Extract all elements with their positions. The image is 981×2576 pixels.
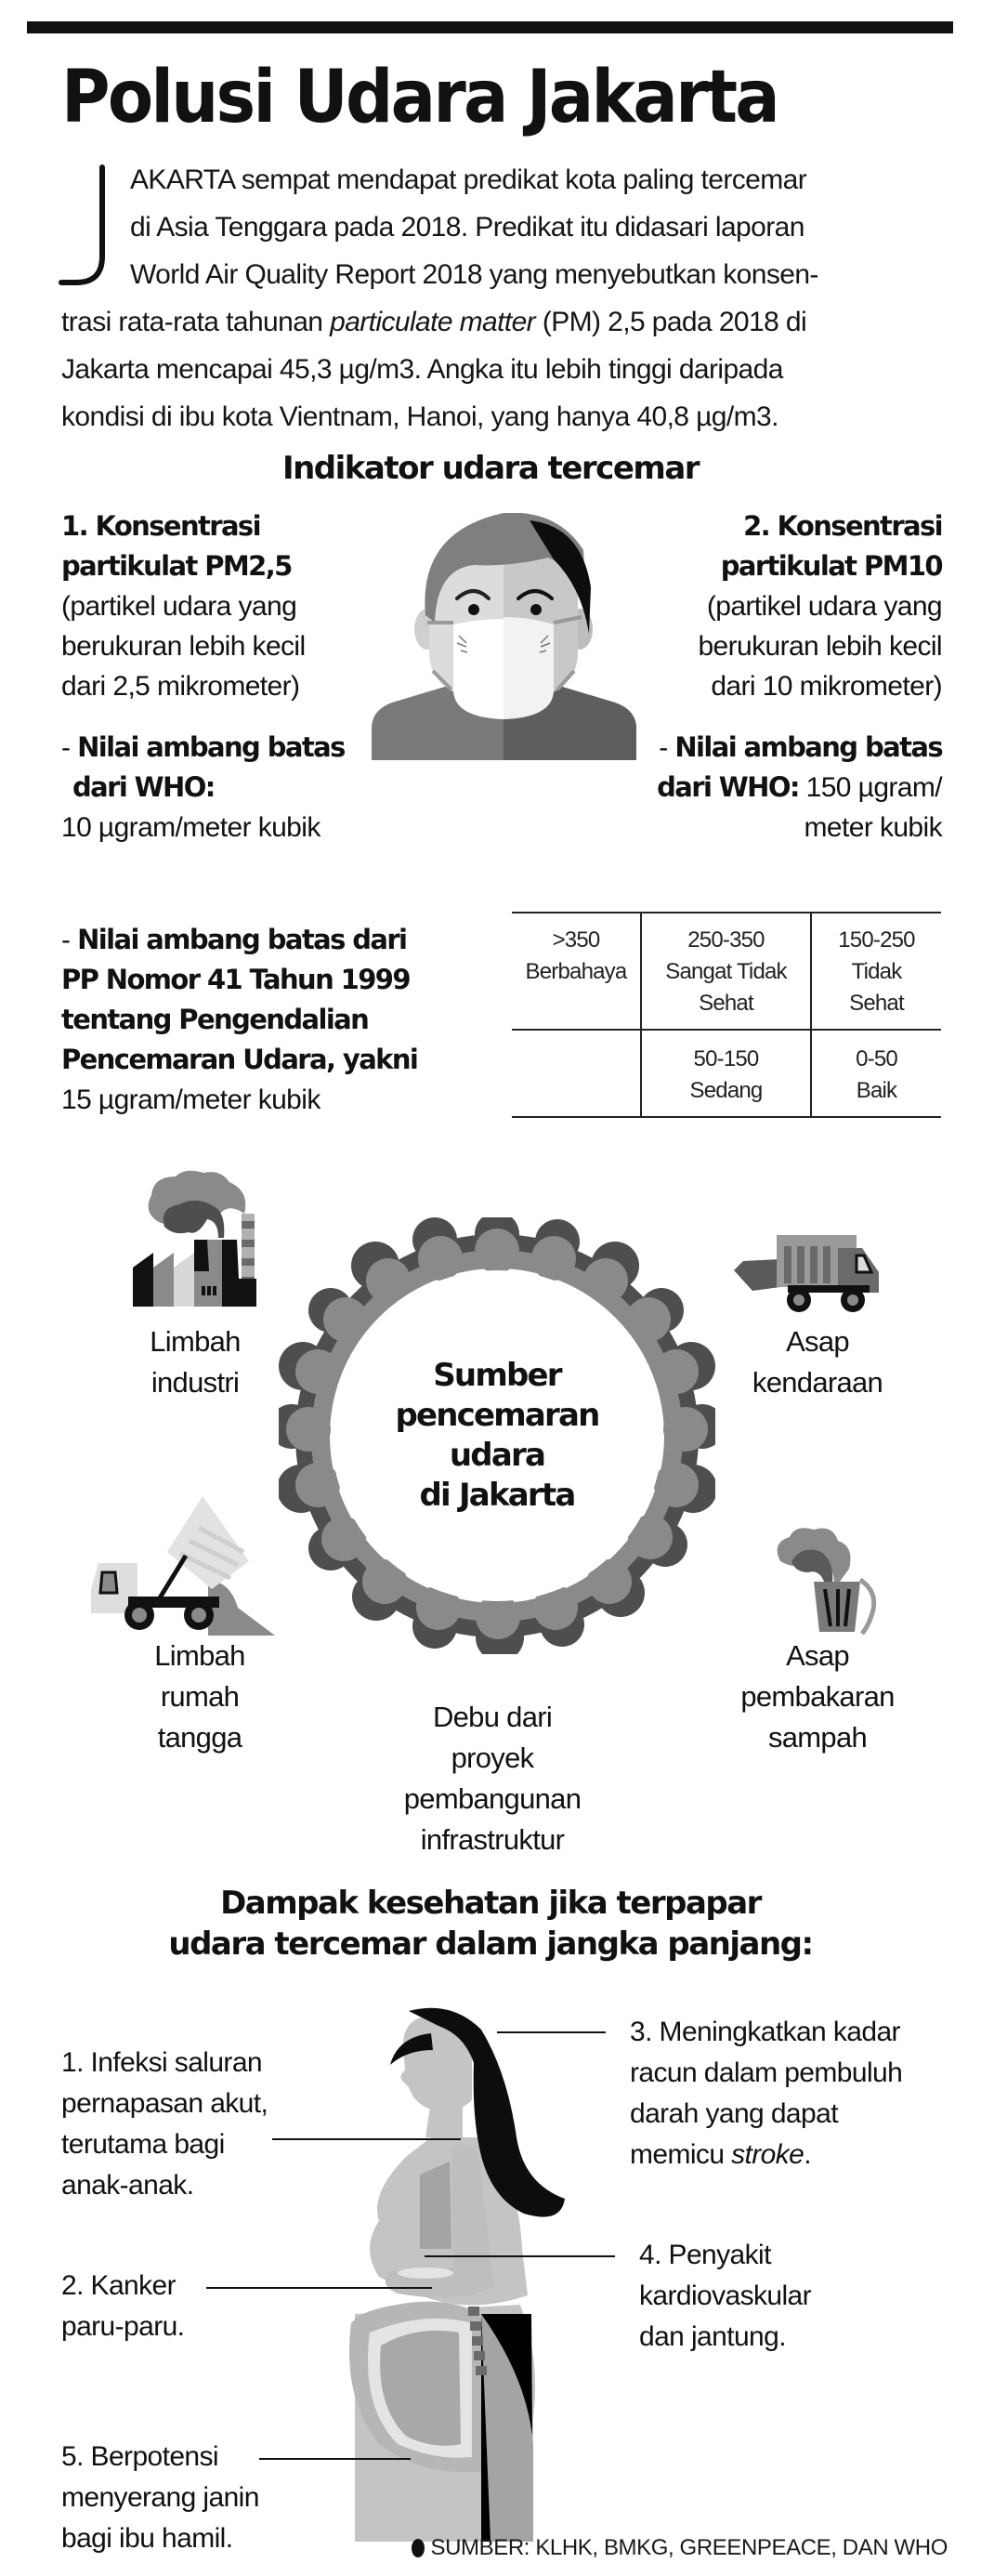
label-line: pembangunan bbox=[403, 1782, 582, 1815]
impacts-title bbox=[0, 1883, 981, 1965]
aqi-range: 0-50 bbox=[856, 1046, 897, 1071]
impact-line: 5. Berpotensi bbox=[61, 2441, 218, 2472]
pm25-desc-3: dari 2,5 mikrometer) bbox=[61, 671, 300, 702]
source-label-construction bbox=[372, 1697, 613, 1860]
impacts-title-line: Dampak kesehatan jika terpapar bbox=[220, 1885, 761, 1922]
pm25-heading-2: partikulat PM2,5 bbox=[61, 550, 292, 582]
intro-line-4-tail: (PM) 2,5 pada 2018 di bbox=[535, 307, 807, 337]
pm10-who-value-2: meter kubik bbox=[804, 812, 942, 843]
impact-item-5 bbox=[61, 2437, 340, 2559]
impact-item-1 bbox=[61, 2043, 340, 2206]
bullet-dot-icon bbox=[412, 2539, 425, 2557]
aqi-category-table bbox=[512, 912, 941, 1118]
ring-title-line: di Jakarta bbox=[419, 1477, 575, 1514]
label-line: Limbah bbox=[154, 1639, 245, 1672]
top-rule bbox=[27, 21, 953, 33]
leader-line-3 bbox=[497, 2031, 606, 2033]
aqi-cell-very-unhealthy bbox=[642, 925, 810, 1019]
impact-line-tail: . bbox=[804, 2139, 812, 2170]
impact-line: racun dalam pembuluh bbox=[630, 2057, 903, 2088]
impact-line: 4. Penyakit bbox=[639, 2240, 771, 2270]
aqi-label: Sangat Tidak bbox=[665, 959, 787, 984]
intro-paragraph-bottom bbox=[61, 298, 953, 440]
smoke-ring-title bbox=[307, 1356, 687, 1516]
impact-line: 2. Kanker bbox=[61, 2270, 177, 2301]
label-line: sampah bbox=[767, 1721, 868, 1754]
pm25-desc-1: (partikel udara yang bbox=[61, 591, 297, 622]
pregnant-woman-illustration bbox=[342, 2007, 621, 2542]
pm25-who-value: 10 µgram/meter kubik bbox=[61, 812, 320, 843]
impact-line: 3. Meningkatkan kadar bbox=[630, 2017, 900, 2047]
aqi-label: Sehat bbox=[699, 991, 753, 1016]
source-credit bbox=[412, 2535, 948, 2561]
drop-cap-j bbox=[56, 164, 111, 288]
pm25-pp-label-4: Pencemaran Udara, yakni bbox=[61, 1044, 418, 1075]
factory-icon bbox=[133, 1167, 258, 1308]
aqi-label: Baik bbox=[856, 1078, 897, 1103]
impact-line: dan jantung. bbox=[639, 2321, 786, 2352]
pm10-desc-2: berukuran lebih kecil bbox=[698, 631, 942, 662]
source-label-vehicle bbox=[734, 1321, 901, 1403]
pm25-pp-value: 15 µgram/meter kubik bbox=[61, 1084, 320, 1115]
pm25-pp-label-1: Nilai ambang batas dari bbox=[77, 924, 407, 955]
intro-line-4 bbox=[61, 298, 953, 346]
label-line: infrastruktur bbox=[420, 1823, 565, 1856]
impact-line: terutama bagi bbox=[61, 2129, 225, 2160]
pm25-pp-label-3: tentang Pengendalian bbox=[61, 1004, 369, 1035]
impact-italic-term: stroke bbox=[731, 2139, 804, 2170]
source-label-trash-burning bbox=[725, 1636, 910, 1758]
table-row-divider bbox=[512, 1029, 941, 1031]
pm10-desc-3: dari 10 mikrometer) bbox=[711, 671, 942, 702]
pm25-pp-label-2: PP Nomor 41 Tahun 1999 bbox=[61, 964, 410, 995]
burning-trash-icon bbox=[771, 1524, 892, 1636]
aqi-cell-moderate bbox=[642, 1044, 810, 1107]
impact-line: bagi ibu hamil. bbox=[61, 2523, 233, 2554]
intro-line-2: di Asia Tenggara pada 2018. Predikat itu didasari laporan bbox=[130, 212, 804, 243]
label-line: Debu dari bbox=[432, 1701, 553, 1733]
label-line: industri bbox=[150, 1366, 240, 1399]
intro-line-5: Jakarta mencapai 45,3 µg/m3. Angka itu lebih tinggi daripada bbox=[61, 354, 783, 385]
page-title: Polusi Udara Jakarta bbox=[61, 56, 778, 139]
pm10-who-value-1: 150 µgram/ bbox=[805, 772, 942, 803]
label-line: kendaraan bbox=[752, 1366, 883, 1399]
source-label-industrial bbox=[93, 1321, 297, 1403]
dump-truck-icon bbox=[91, 1496, 277, 1636]
pm25-who-label-1: Nilai ambang batas bbox=[77, 731, 345, 763]
aqi-range: 50-150 bbox=[693, 1046, 759, 1071]
ring-title-line: udara bbox=[449, 1437, 545, 1474]
leader-line-4 bbox=[425, 2255, 615, 2257]
pm25-pp-block: - Nilai ambang batas dari PP Nomor 41 Tahun 1999 tentang Pengendalian Pencemaran Udara, yakni 15 µgram/meter kubik bbox=[61, 920, 451, 1120]
pm10-who-label-1: Nilai ambang batas bbox=[674, 731, 942, 763]
impact-line: kardiovaskular bbox=[639, 2280, 812, 2311]
intro-line-1: AKARTA sempat mendapat predikat kota paling tercemar bbox=[130, 164, 807, 195]
aqi-label: Berbahaya bbox=[525, 959, 627, 984]
indicators-title: Indikator udara tercemar bbox=[281, 450, 700, 487]
intro-line-3: World Air Quality Report 2018 yang menyebutkan konsen- bbox=[130, 259, 818, 290]
source-text: SUMBER: KLHK, BMKG, GREENPEACE, DAN WHO bbox=[430, 2535, 948, 2560]
label-line: tangga bbox=[157, 1721, 242, 1754]
pm10-desc-1: (partikel udara yang bbox=[706, 591, 942, 622]
aqi-cell-hazardous bbox=[512, 925, 640, 988]
aqi-range: 150-250 bbox=[838, 927, 915, 953]
masked-person-icon bbox=[372, 513, 636, 760]
intro-paragraph-top bbox=[130, 156, 948, 298]
pm10-who-block: - Nilai ambang batas dari WHO: 150 µgram/ meter kubik bbox=[552, 728, 942, 848]
impact-item-3 bbox=[630, 2012, 964, 2175]
aqi-label: Sehat bbox=[849, 991, 904, 1016]
label-line: pembakaran bbox=[740, 1680, 895, 1713]
impact-line: darah yang dapat bbox=[630, 2098, 838, 2129]
impact-line: 1. Infeksi saluran bbox=[61, 2047, 262, 2078]
impact-line: anak-anak. bbox=[61, 2170, 194, 2201]
pm25-who-label-2: dari WHO: bbox=[72, 771, 215, 803]
aqi-label: Sedang bbox=[689, 1078, 763, 1103]
aqi-label: Tidak bbox=[851, 959, 902, 984]
ring-title-line: pencemaran bbox=[395, 1397, 599, 1434]
pm25-who-block: - Nilai ambang batas dari WHO: 10 µgram/meter kubik bbox=[61, 728, 451, 848]
impact-line: paru-paru. bbox=[61, 2311, 185, 2342]
pm10-heading-2: partikulat PM10 bbox=[720, 550, 942, 582]
impact-line: memicu bbox=[630, 2139, 732, 2170]
aqi-range: >350 bbox=[552, 927, 600, 953]
ring-title-line: Sumber bbox=[433, 1357, 561, 1394]
label-line: rumah bbox=[160, 1680, 240, 1713]
pm25-desc-2: berukuran lebih kecil bbox=[61, 631, 306, 662]
label-line: proyek bbox=[451, 1741, 534, 1774]
label-line: Asap bbox=[786, 1325, 849, 1358]
label-line: Asap bbox=[786, 1639, 849, 1672]
intro-line-4-start: trasi rata-rata tahunan bbox=[61, 307, 331, 337]
impact-item-4 bbox=[639, 2235, 955, 2358]
pm10-heading-1: 2. Konsentrasi bbox=[743, 510, 942, 542]
impact-line: pernapasan akut, bbox=[61, 2088, 268, 2119]
label-line: Limbah bbox=[150, 1325, 241, 1358]
aqi-range: 250-350 bbox=[687, 927, 765, 953]
impact-item-2 bbox=[61, 2266, 266, 2347]
pm10-who-label-2: dari WHO: bbox=[657, 771, 799, 803]
intro-line-6: kondisi di ibu kota Vientnam, Hanoi, yang hanya 40,8 µg/m3. bbox=[61, 401, 778, 432]
aqi-cell-good bbox=[812, 1044, 941, 1107]
source-label-household bbox=[102, 1636, 297, 1758]
impact-line: menyerang janin bbox=[61, 2482, 259, 2513]
pm25-heading-1: 1. Konsentrasi bbox=[61, 510, 260, 542]
intro-italic-term: particulate matter bbox=[330, 307, 536, 337]
truck-icon bbox=[734, 1231, 883, 1317]
impacts-title-line: udara tercemar dalam jangka panjang: bbox=[168, 1925, 813, 1963]
aqi-cell-unhealthy bbox=[812, 925, 941, 1019]
